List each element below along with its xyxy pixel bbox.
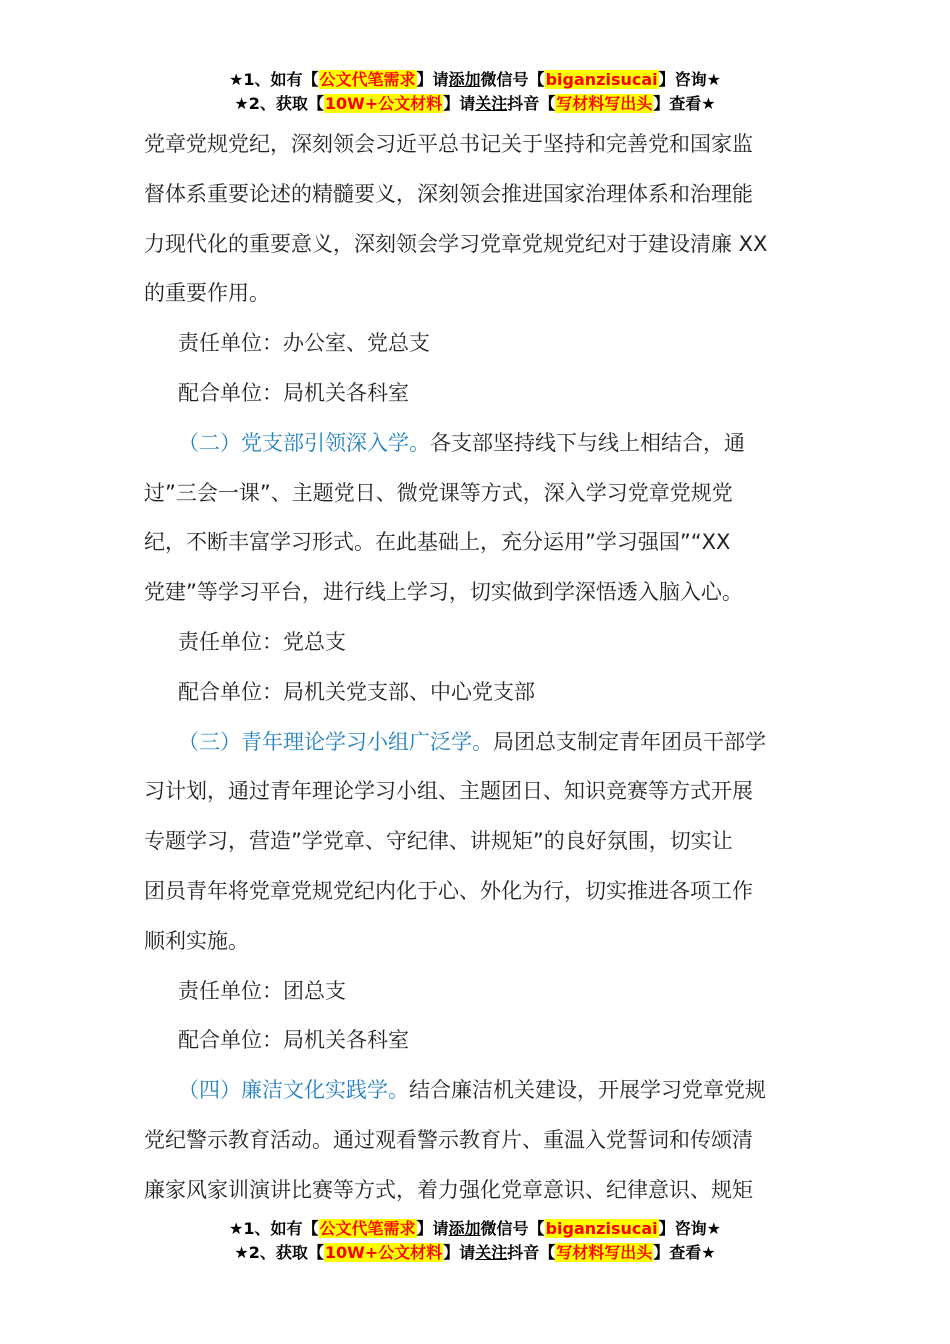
banner-text: 微信号【	[480, 1219, 545, 1238]
cooperating-unit: 配合单位：局机关党支部、中心党支部	[178, 679, 535, 704]
responsible-unit: 责任单位：党总支	[178, 629, 346, 654]
body-line: 专题学习，营造”学党章、守纪律、讲规矩”的良好氛围，切实让	[144, 829, 733, 854]
banner-text: 微信号【	[480, 70, 545, 89]
banner-underlined: 关注	[475, 94, 508, 113]
body-line: 党建”等学习平台，进行线上学习，切实做到学深悟透入脑入心。	[144, 580, 743, 605]
responsible-unit: 责任单位：团总支	[178, 978, 346, 1003]
banner-text: 】咨询★	[658, 70, 721, 89]
banner-line-2	[0, 92, 950, 116]
banner-text: 】查看★	[653, 1243, 716, 1262]
section-heading: （四）廉洁文化实践学。	[178, 1078, 409, 1103]
responsible-unit: 责任单位：办公室、党总支	[178, 331, 430, 356]
body-line: 党纪警示教育活动。通过观看警示教育片、重温入党誓词和传颂清	[144, 1127, 753, 1152]
section-heading: （三）青年理论学习小组广泛学。	[178, 729, 493, 754]
body-line: 团员青年将党章党规党纪内化于心、外化为行，切实推进各项工作	[144, 878, 753, 903]
cooperating-unit: 配合单位：局机关各科室	[178, 380, 409, 405]
banner-text: 】请	[416, 1219, 449, 1238]
section-3-first-line	[144, 718, 808, 768]
banner-line-1	[0, 1217, 950, 1241]
body-line: 督体系重要论述的精髓要义，深刻领会推进国家治理体系和治理能	[144, 181, 753, 206]
banner-text: 】咨询★	[658, 1219, 721, 1238]
body-text: 局团总支制定青年团员干部学	[493, 729, 766, 754]
banner-highlight: 10W+公文材料	[324, 1243, 443, 1262]
banner-highlight: 公文代笔需求	[319, 1219, 416, 1238]
body-line: 力现代化的重要意义，深刻领会学习党章党规党纪对于建设清廉 XX	[144, 231, 768, 256]
body-line: 过”三会一课”、主题党日、微党课等方式，深入学习党章党规党	[144, 480, 733, 505]
section-4-first-line	[144, 1066, 808, 1116]
banner-text: 】查看★	[653, 94, 716, 113]
banner-text: ★1、如有【	[229, 70, 319, 89]
section-2-first-line	[144, 419, 808, 469]
banner-line-1	[0, 68, 950, 92]
banner-highlight: 写材料写出头	[556, 94, 653, 113]
body-text: 结合廉洁机关建设，开展学习党章党规	[409, 1078, 766, 1103]
banner-text: 】请	[416, 70, 449, 89]
banner-highlight: 写材料写出头	[556, 1243, 653, 1262]
banner-text: ★1、如有【	[229, 1219, 319, 1238]
banner-underlined: 关注	[475, 1243, 508, 1262]
banner-highlight: 公文代笔需求	[319, 70, 416, 89]
banner-text: 抖音【	[507, 1243, 556, 1262]
banner-highlight: biganzisucai	[545, 1219, 658, 1238]
banner-text: 抖音【	[507, 94, 556, 113]
banner-line-2	[0, 1241, 950, 1265]
banner-highlight: 10W+公文材料	[324, 94, 443, 113]
banner-highlight: biganzisucai	[545, 70, 658, 89]
top-banner	[0, 68, 950, 116]
body-line: 纪，不断丰富学习形式。在此基础上，充分运用”学习强国”“XX	[144, 530, 731, 555]
banner-underlined: 添加	[448, 70, 481, 89]
body-line: 顺利实施。	[144, 928, 249, 953]
body-text: 各支部坚持线下与线上相结合，通	[430, 430, 745, 455]
bottom-banner	[0, 1217, 950, 1265]
banner-underlined: 添加	[448, 1219, 481, 1238]
body-line: 的重要作用。	[144, 281, 270, 306]
body-line: 廉家风家训演讲比赛等方式，着力强化党章意识、纪律意识、规矩	[144, 1177, 753, 1202]
banner-text: 】请	[443, 1243, 476, 1262]
cooperating-unit: 配合单位：局机关各科室	[178, 1028, 409, 1053]
body-line: 习计划，通过青年理论学习小组、主题团日、知识竞赛等方式开展	[144, 779, 753, 804]
banner-text: 】请	[443, 94, 476, 113]
section-heading: （二）党支部引领深入学。	[178, 430, 430, 455]
body-line: 党章党规党纪，深刻领会习近平总书记关于坚持和完善党和国家监	[144, 132, 753, 156]
banner-text: ★2、获取【	[234, 1243, 324, 1262]
banner-text: ★2、获取【	[234, 94, 324, 113]
document-body	[144, 120, 808, 1216]
